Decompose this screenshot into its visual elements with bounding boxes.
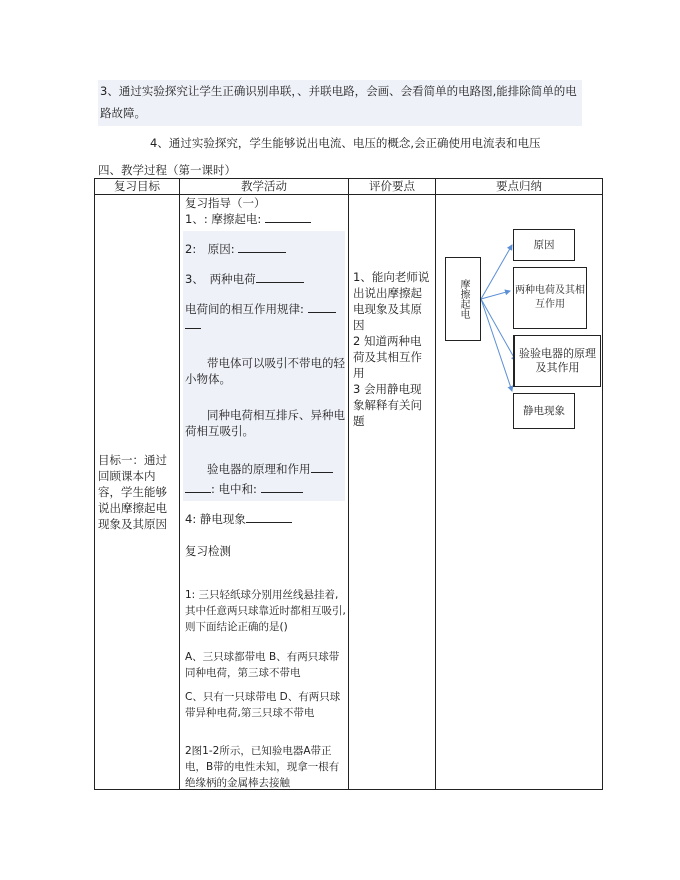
objective-4: 4、通过实验探究，学生能够说出电流、电压的概念,会正确使用电流表和电压 — [150, 136, 541, 150]
question-1: 1、: 摩擦起电: — [185, 211, 346, 227]
evaluation-text: 1、能向老师说出说出摩擦起电现象及其原因 2 知道两种电荷及其相互作用 3 会用静电现象解释有关问题 — [353, 270, 430, 428]
header-activity: 教学活动 — [180, 179, 349, 195]
mindmap-item-static: 静电现象 — [513, 393, 575, 429]
header-evaluation: 评价要点 — [349, 179, 436, 195]
guide-title: 复习指导（一） — [185, 196, 266, 210]
note-2: 同种电荷相互排斥、异种电荷相互吸引。 — [185, 408, 345, 438]
mindmap-item-reason: 原因 — [513, 229, 575, 261]
question-3c: 验电器的原理和作用 — [185, 461, 346, 477]
question-3b-blank — [185, 317, 346, 333]
summary-cell — [436, 195, 603, 790]
mindmap-item-charges: 两种电荷及其相互作用 — [513, 267, 587, 329]
note-1: 带电体可以吸引不带电的轻小物体。 — [185, 356, 345, 386]
section-heading: 四、教学过程（第一课时） — [98, 163, 236, 177]
exercise-1-options-b: C、只有一只球带电 D、有两只球带异种电荷,第三只球不带电 — [185, 691, 341, 719]
question-4: 4: 静电现象 — [185, 511, 346, 527]
question-3: 3、 两种电荷 — [185, 271, 346, 287]
table-row — [95, 195, 603, 790]
goal-cell: 目标一：通过回顾课本内容，学生能够说出摩擦起电现象及其原因 — [95, 195, 180, 790]
question-2: 2: 原因: — [185, 241, 346, 257]
arrow-to-reason — [481, 245, 512, 299]
mindmap-item-electroscope: 验验电器的原理及其作用 — [513, 335, 601, 387]
exercise-2: 2图1-2所示，已知验电器A带正电，B带的电性未知，现拿一根有绝缘柄的金属棒去接触 — [185, 745, 340, 789]
header-goal: 复习目标 — [95, 179, 180, 195]
evaluation-cell — [349, 195, 436, 790]
check-title: 复习检测 — [185, 544, 231, 558]
question-3b: 电荷间的相互作用规律: — [185, 301, 346, 317]
objective-3: 3、通过实验探究让学生正确识别串联，、并联电路，会画、会看简单的电路图,能排除简单的电路故障。 — [98, 80, 582, 126]
teaching-table — [94, 178, 603, 790]
mindmap-center: 摩擦起电 — [445, 257, 481, 341]
question-3d: : 电中和: — [185, 481, 346, 497]
activity-cell — [180, 195, 349, 790]
exercise-1-options-a: A、三只球都带电 B、有两只球带同种电荷，第三球不带电 — [185, 651, 340, 679]
header-summary: 要点归纳 — [436, 179, 603, 195]
exercise-1: 1: 三只轻纸球分别用丝线悬挂着,其中任意两只球靠近时都相互吸引,则下面结论正确的是() — [185, 589, 346, 633]
table-header-row — [95, 179, 603, 195]
